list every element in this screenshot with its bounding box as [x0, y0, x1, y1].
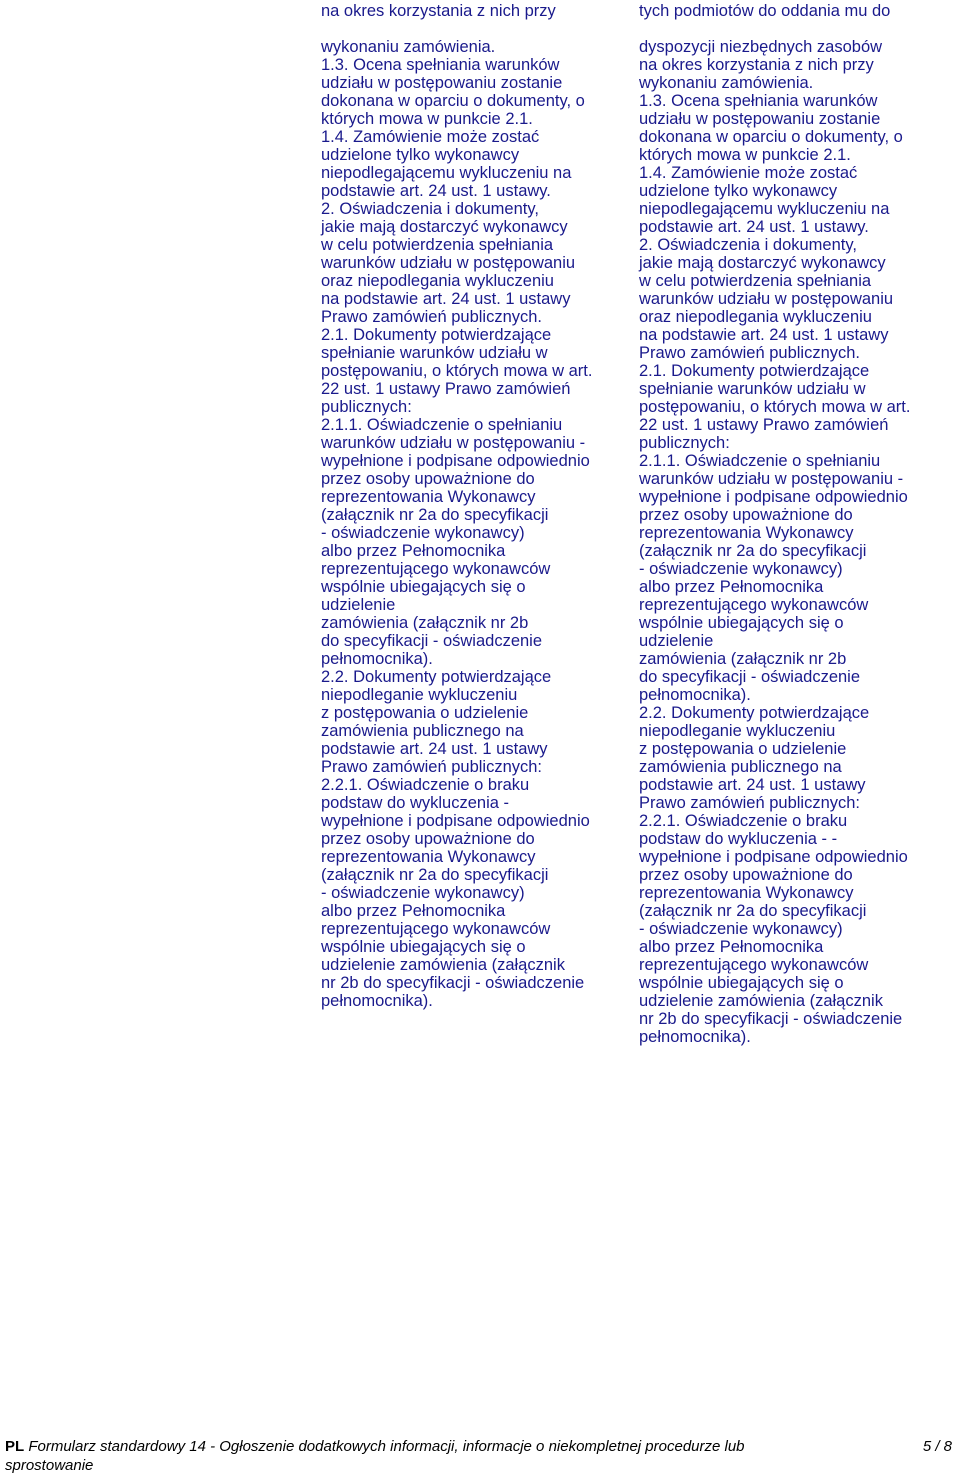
- footer-form-title: Formularz standardowy 14 - Ogłoszenie dodatkowych informacji, informacje o niekompletnej procedurze lub: [28, 1438, 745, 1455]
- text-line: udzielone tylko wykonawcy: [321, 146, 520, 164]
- text-line: 1.4. Zamówienie może zostać: [321, 128, 540, 146]
- text-line: - oświadczenie wykonawcy): [321, 524, 525, 542]
- text-line: wypełnione i podpisane odpowiednio: [639, 488, 908, 506]
- text-line: 2.1.1. Oświadczenie o spełnianiu: [639, 452, 881, 470]
- text-line: na okres korzystania z nich przy: [321, 2, 556, 20]
- text-line: (załącznik nr 2a do specyfikacji: [639, 542, 867, 560]
- text-line: Prawo zamówień publicznych.: [639, 344, 861, 362]
- text-line: wspólnie ubiegających się o: [639, 974, 844, 992]
- text-line: 2. Oświadczenia i dokumenty,: [639, 236, 857, 254]
- text-line: wypełnione i podpisane odpowiednio: [639, 848, 908, 866]
- text-line: zamówienia (załącznik nr 2b: [321, 614, 529, 632]
- text-line: 1.4. Zamówienie może zostać: [639, 164, 858, 182]
- text-line: Prawo zamówień publicznych.: [321, 308, 543, 326]
- text-line: udziału w postępowaniu zostanie: [321, 74, 563, 92]
- text-line: nr 2b do specyfikacji - oświadczenie: [639, 1010, 903, 1028]
- text-line: spełnianie warunków udziału w: [639, 380, 866, 398]
- text-line: Prawo zamówień publicznych:: [321, 758, 543, 776]
- left-column: [321, 2, 592, 1010]
- text-line: udzielenie: [321, 596, 396, 614]
- text-line: oraz niepodlegania wykluczeniu: [321, 272, 554, 290]
- text-line: reprezentującego wykonawców: [639, 596, 869, 614]
- text-line: pełnomocnika).: [321, 992, 433, 1010]
- page-number: 5 / 8: [922, 1438, 952, 1455]
- text-line: (załącznik nr 2a do specyfikacji: [321, 866, 549, 884]
- text-line: podstaw do wykluczenia - -: [639, 830, 838, 848]
- text-line: z postępowania o udzielenie: [321, 704, 529, 722]
- text-line: reprezentowania Wykonawcy: [321, 488, 536, 506]
- text-line: 2.2. Dokumenty potwierdzające: [321, 668, 552, 686]
- text-line: albo przez Pełnomocnika: [639, 938, 824, 956]
- text-line: 22 ust. 1 ustawy Prawo zamówień: [639, 416, 889, 434]
- text-line: warunków udziału w postępowaniu -: [321, 434, 586, 452]
- text-line: reprezentowania Wykonawcy: [639, 524, 854, 542]
- text-line: udzielone tylko wykonawcy: [639, 182, 838, 200]
- footer-form-title-cont: sprostowanie: [5, 1457, 94, 1474]
- text-line: na podstawie art. 24 ust. 1 ustawy: [321, 290, 571, 308]
- text-line: publicznych:: [321, 398, 412, 416]
- text-line: niepodleganie wykluczeniu: [321, 686, 518, 704]
- text-line: 22 ust. 1 ustawy Prawo zamówień: [321, 380, 571, 398]
- text-line: zamówienia (załącznik nr 2b: [639, 650, 847, 668]
- text-line: zamówienia publicznego na: [321, 722, 524, 740]
- text-line: w celu potwierdzenia spełniania: [639, 272, 872, 290]
- footer-language: PL: [5, 1438, 25, 1455]
- text-line: albo przez Pełnomocnika: [639, 578, 824, 596]
- text-line: postępowaniu, o których mowa w art.: [321, 362, 593, 380]
- text-line: 2. Oświadczenia i dokumenty,: [321, 200, 539, 218]
- text-line: reprezentującego wykonawców: [639, 956, 869, 974]
- text-line: wspólnie ubiegających się o: [321, 578, 526, 596]
- text-line: podstawie art. 24 ust. 1 ustawy.: [639, 218, 869, 236]
- text-line: w celu potwierdzenia spełniania: [321, 236, 554, 254]
- text-line: 1.3. Ocena spełniania warunków: [639, 92, 878, 110]
- text-line: na podstawie art. 24 ust. 1 ustawy: [639, 326, 889, 344]
- text-line: warunków udziału w postępowaniu: [639, 290, 894, 308]
- text-line: zamówienia publicznego na: [639, 758, 842, 776]
- text-line: albo przez Pełnomocnika: [321, 542, 506, 560]
- text-line: nr 2b do specyfikacji - oświadczenie: [321, 974, 585, 992]
- text-line: oraz niepodlegania wykluczeniu: [639, 308, 872, 326]
- text-line: na okres korzystania z nich przy: [639, 56, 874, 74]
- text-line: 2.2. Dokumenty potwierdzające: [639, 704, 870, 722]
- text-line: 2.1.1. Oświadczenie o spełnianiu: [321, 416, 563, 434]
- text-line: wykonaniu zamówienia.: [321, 38, 496, 56]
- text-line: niepodlegającemu wykluczeniu na: [321, 164, 572, 182]
- text-line: przez osoby upoważnione do: [321, 830, 535, 848]
- text-line: - oświadczenie wykonawcy): [639, 560, 843, 578]
- text-line: udzielenie zamówienia (załącznik: [321, 956, 565, 974]
- text-line: pełnomocnika).: [639, 686, 751, 704]
- text-line: reprezentowania Wykonawcy: [639, 884, 854, 902]
- text-line: [639, 20, 910, 38]
- text-line: spełnianie warunków udziału w: [321, 344, 548, 362]
- text-line: [321, 20, 592, 38]
- text-line: udziału w postępowaniu zostanie: [639, 110, 881, 128]
- text-line: przez osoby upoważnione do: [321, 470, 535, 488]
- text-line: do specyfikacji - oświadczenie: [639, 668, 861, 686]
- text-line: 2.1. Dokumenty potwierdzające: [639, 362, 870, 380]
- text-line: publicznych:: [639, 434, 730, 452]
- text-line: Prawo zamówień publicznych:: [639, 794, 861, 812]
- text-line: 2.2.1. Oświadczenie o braku: [639, 812, 848, 830]
- text-line: reprezentującego wykonawców: [321, 560, 551, 578]
- text-line: pełnomocnika).: [639, 1028, 751, 1046]
- text-line: dyspozycji niezbędnych zasobów: [639, 38, 883, 56]
- text-line: reprezentującego wykonawców: [321, 920, 551, 938]
- text-line: przez osoby upoważnione do: [639, 866, 853, 884]
- text-line: podstawie art. 24 ust. 1 ustawy.: [321, 182, 551, 200]
- text-line: których mowa w punkcie 2.1.: [639, 146, 851, 164]
- text-line: podstaw do wykluczenia -: [321, 794, 510, 812]
- text-line: postępowaniu, o których mowa w art.: [639, 398, 911, 416]
- text-line: do specyfikacji - oświadczenie: [321, 632, 543, 650]
- text-line: wykonaniu zamówienia.: [639, 74, 814, 92]
- text-line: (załącznik nr 2a do specyfikacji: [639, 902, 867, 920]
- text-line: niepodleganie wykluczeniu: [639, 722, 836, 740]
- text-line: wspólnie ubiegających się o: [321, 938, 526, 956]
- text-line: wspólnie ubiegających się o: [639, 614, 844, 632]
- text-line: dokonana w oparciu o dokumenty, o: [639, 128, 903, 146]
- text-line: pełnomocnika).: [321, 650, 433, 668]
- text-line: - oświadczenie wykonawcy): [321, 884, 525, 902]
- text-line: dokonana w oparciu o dokumenty, o: [321, 92, 585, 110]
- text-line: podstawie art. 24 ust. 1 ustawy: [639, 776, 866, 794]
- text-line: udzielenie zamówienia (załącznik: [639, 992, 883, 1010]
- text-line: podstawie art. 24 ust. 1 ustawy: [321, 740, 548, 758]
- text-line: przez osoby upoważnione do: [639, 506, 853, 524]
- text-line: jakie mają dostarczyć wykonawcy: [639, 254, 886, 272]
- page-footer: [5, 1437, 955, 1475]
- text-line: (załącznik nr 2a do specyfikacji: [321, 506, 549, 524]
- text-line: - oświadczenie wykonawcy): [639, 920, 843, 938]
- text-line: z postępowania o udzielenie: [639, 740, 847, 758]
- text-line: których mowa w punkcie 2.1.: [321, 110, 533, 128]
- text-line: albo przez Pełnomocnika: [321, 902, 506, 920]
- text-line: 2.2.1. Oświadczenie o braku: [321, 776, 530, 794]
- text-line: tych podmiotów do oddania mu do: [639, 2, 891, 20]
- text-line: wypełnione i podpisane odpowiednio: [321, 812, 590, 830]
- text-line: reprezentowania Wykonawcy: [321, 848, 536, 866]
- text-line: 1.3. Ocena spełniania warunków: [321, 56, 560, 74]
- text-line: niepodlegającemu wykluczeniu na: [639, 200, 890, 218]
- text-line: warunków udziału w postępowaniu -: [639, 470, 904, 488]
- text-line: warunków udziału w postępowaniu: [321, 254, 576, 272]
- text-line: jakie mają dostarczyć wykonawcy: [321, 218, 568, 236]
- text-line: 2.1. Dokumenty potwierdzające: [321, 326, 552, 344]
- text-line: udzielenie: [639, 632, 714, 650]
- right-column: [639, 2, 910, 1046]
- text-line: wypełnione i podpisane odpowiednio: [321, 452, 590, 470]
